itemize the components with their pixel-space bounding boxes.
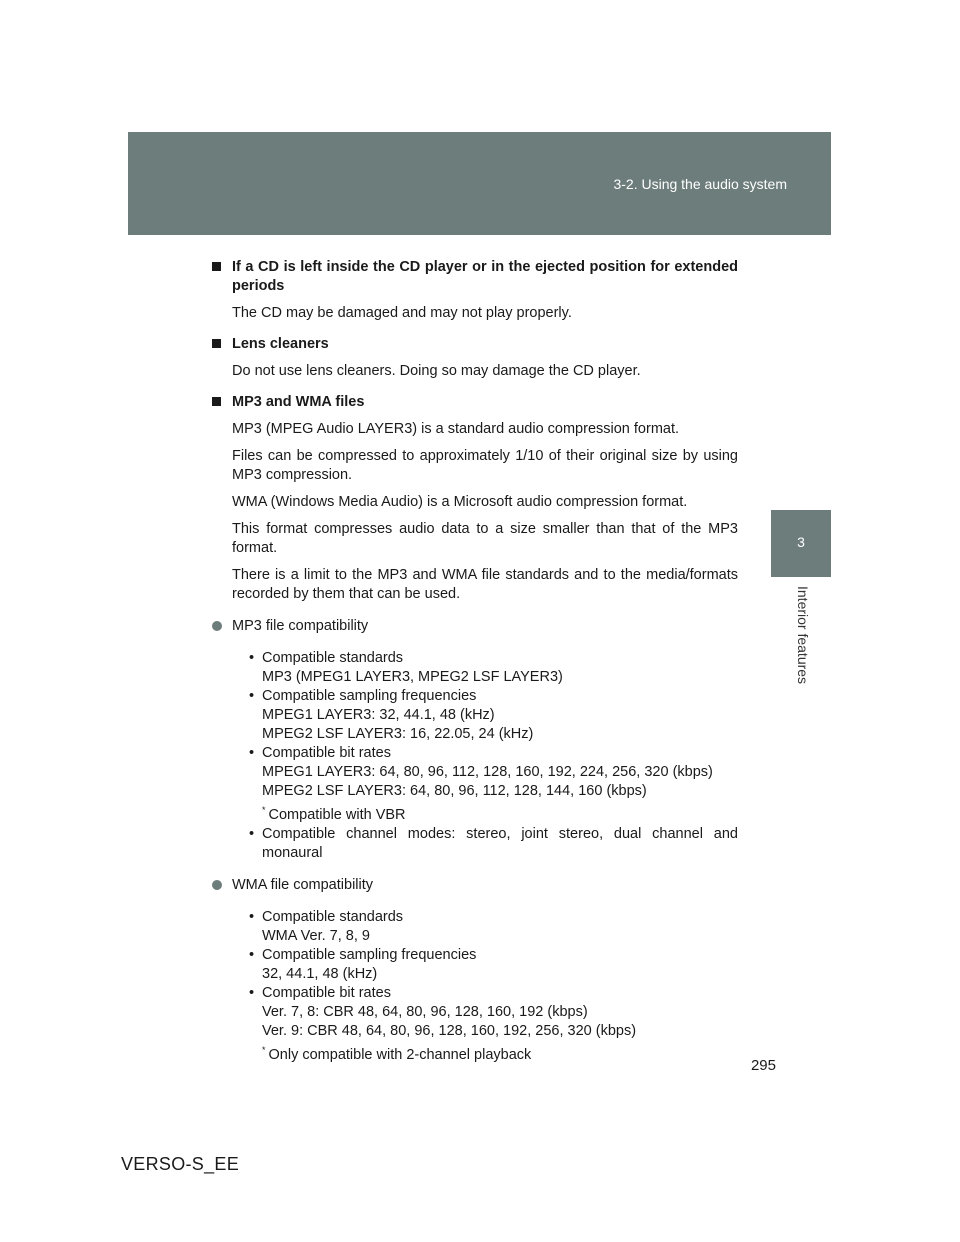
header-band (128, 132, 831, 235)
paragraph: Do not use lens cleaners. Doing so may damage the CD player. (232, 363, 641, 379)
chapter-title: Interior features (795, 586, 811, 685)
list-item: • Compatible sampling frequencies MPEG1 LAYER3: 32, 44.1, 48 (kHz) MPEG2 LSF LAYER3: 16, 22.05, 24 (kHz) (249, 688, 534, 742)
page-content (212, 258, 738, 1065)
footnote: * Only compatible with 2-channel playback (262, 1045, 532, 1063)
section-title-lens-cleaners: Lens cleaners (212, 335, 738, 354)
bullet-icon: • (249, 947, 255, 963)
bullet-icon: • (249, 745, 255, 761)
paragraph: There is a limit to the MP3 and WMA file standards and to the media/formats recorded by them that can be used. (232, 567, 738, 602)
list-item: • Compatible bit rates Ver. 7, 8: CBR 48, 64, 80, 96, 128, 160, 192 (kbps) Ver. 9: CBR 48, 64, 80, 96, 128, 160, 192, 256, 320 (kbps) (249, 985, 637, 1039)
circle-bullet-icon (212, 880, 222, 890)
model-code: VERSO-S_EE (121, 1154, 240, 1174)
bullet-icon: • (249, 688, 255, 704)
paragraph: MP3 (MPEG Audio LAYER3) is a standard audio compression format. (232, 421, 680, 437)
square-bullet-icon (212, 262, 221, 271)
section-title-mp3-wma: MP3 and WMA files (212, 393, 738, 412)
chapter-tab (771, 510, 831, 577)
bullet-icon: • (249, 909, 255, 925)
bullet-icon: • (249, 826, 255, 842)
square-bullet-icon (212, 339, 221, 348)
list-item: • Compatible channel modes: stereo, joint stereo, dual channel and monaural (249, 826, 738, 861)
list-item: • Compatible standards WMA Ver. 7, 8, 9 (249, 909, 404, 944)
paragraph: The CD may be damaged and may not play properly. (232, 305, 572, 321)
section-heading: 3-2. Using the audio system (613, 176, 787, 192)
asterisk: * (262, 805, 266, 815)
circle-bullet-icon (212, 621, 222, 631)
paragraph: WMA (Windows Media Audio) is a Microsoft audio compression format. (232, 494, 688, 510)
chapter-number: 3 (797, 534, 805, 550)
mp3-compatibility-title: MP3 file compatibility (212, 617, 738, 636)
paragraph: Files can be compressed to approximately 1/10 of their original size by using MP3 compression. (232, 448, 738, 483)
square-bullet-icon (212, 397, 221, 406)
section-title-cd-left: If a CD is left inside the CD player or in the ejected position for extended periods (212, 258, 738, 296)
page-number: 295 (750, 1057, 776, 1074)
paragraph: This format compresses audio data to a size smaller than that of the MP3 format. (232, 521, 738, 556)
wma-compatibility-title: WMA file compatibility (212, 876, 738, 895)
asterisk: * (262, 1045, 266, 1055)
list-item: • Compatible bit rates MPEG1 LAYER3: 64, 80, 96, 112, 128, 160, 192, 224, 256, 320 (kbps) MPEG2 LSF LAYER3: 64, 80, 96, 112, 128, 144, 160 (kbps) (249, 745, 713, 799)
bullet-icon: • (249, 650, 255, 666)
list-item: • Compatible standards MP3 (MPEG1 LAYER3, MPEG2 LSF LAYER3) (249, 650, 563, 685)
bullet-icon: • (249, 985, 255, 1001)
footnote: * Compatible with VBR (262, 805, 406, 823)
list-item: • Compatible sampling frequencies 32, 44.1, 48 (kHz) (249, 947, 477, 982)
